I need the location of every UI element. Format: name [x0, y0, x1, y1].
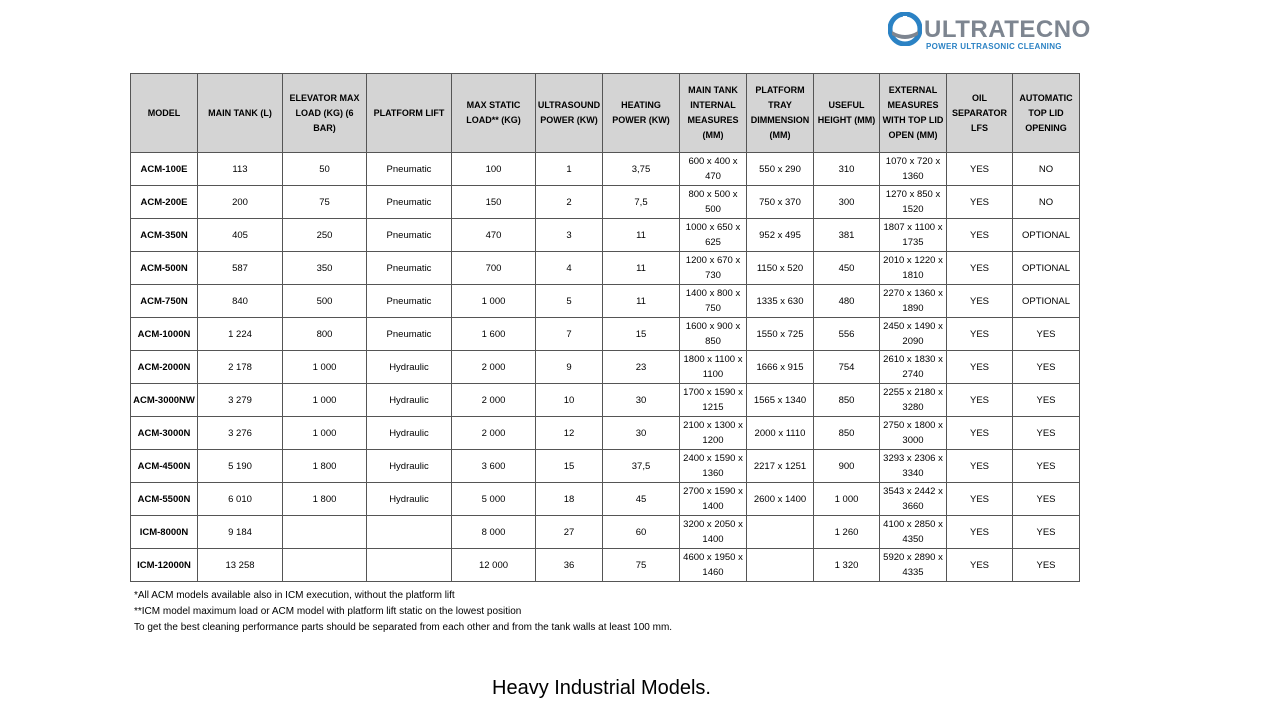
column-header: MAIN TANK (L)	[198, 74, 283, 153]
table-cell: 2010 x 1220 x 1810	[880, 252, 947, 285]
table-cell: 18	[536, 483, 603, 516]
table-cell: 3,75	[603, 153, 680, 186]
table-cell: 36	[536, 549, 603, 582]
column-header: MAIN TANK INTERNAL MEASURES (MM)	[680, 74, 747, 153]
table-cell: 1070 x 720 x 1360	[880, 153, 947, 186]
table-cell: 4600 x 1950 x 1460	[680, 549, 747, 582]
table-cell: 11	[603, 285, 680, 318]
table-cell: OPTIONAL	[1013, 219, 1080, 252]
table-cell: 11	[603, 219, 680, 252]
table-cell: Pneumatic	[367, 153, 452, 186]
column-header: MODEL	[131, 74, 198, 153]
table-cell: 12	[536, 417, 603, 450]
table-cell: 27	[536, 516, 603, 549]
table-row	[131, 450, 1080, 483]
table-cell: YES	[947, 549, 1013, 582]
table-cell: NO	[1013, 153, 1080, 186]
table-cell: 310	[814, 153, 880, 186]
table-cell: 1 800	[283, 483, 367, 516]
table-cell: 30	[603, 384, 680, 417]
column-header: HEATING POWER (KW)	[603, 74, 680, 153]
model-cell: ACM-4500N	[131, 450, 198, 483]
slide-caption: Heavy Industrial Models.	[492, 677, 711, 699]
table-row	[131, 219, 1080, 252]
model-cell: ACM-750N	[131, 285, 198, 318]
table-cell: 2450 x 1490 x 2090	[880, 318, 947, 351]
table-cell: 2255 x 2180 x 3280	[880, 384, 947, 417]
table-cell: YES	[1013, 549, 1080, 582]
table-cell: 1700 x 1590 x 1215	[680, 384, 747, 417]
table-cell: 470	[452, 219, 536, 252]
ultratecno-logo-icon	[888, 12, 922, 46]
table-row	[131, 549, 1080, 582]
model-cell: ACM-200E	[131, 186, 198, 219]
table-cell: 300	[814, 186, 880, 219]
table-cell: 75	[603, 549, 680, 582]
table-cell: 550 x 290	[747, 153, 814, 186]
column-header: ULTRASOUND POWER (KW)	[536, 74, 603, 153]
table-cell: 381	[814, 219, 880, 252]
table-cell: Hydraulic	[367, 450, 452, 483]
table-cell: 800 x 500 x 500	[680, 186, 747, 219]
table-cell: 3 600	[452, 450, 536, 483]
table-row	[131, 351, 1080, 384]
table-cell: 1150 x 520	[747, 252, 814, 285]
table-row	[131, 186, 1080, 219]
table-cell: 500	[283, 285, 367, 318]
logo-tagline: POWER ULTRASONIC CLEANING	[926, 42, 1062, 51]
table-cell: 9 184	[198, 516, 283, 549]
table-cell: YES	[947, 483, 1013, 516]
table-cell: 1 600	[452, 318, 536, 351]
table-cell: 1200 x 670 x 730	[680, 252, 747, 285]
table-cell: 5 000	[452, 483, 536, 516]
table-cell: 4	[536, 252, 603, 285]
table-cell: YES	[947, 186, 1013, 219]
table-cell: 3	[536, 219, 603, 252]
table-cell: 150	[452, 186, 536, 219]
table-cell: 1 224	[198, 318, 283, 351]
table-row	[131, 285, 1080, 318]
table-cell: OPTIONAL	[1013, 285, 1080, 318]
table-cell: YES	[1013, 384, 1080, 417]
table-cell: 1270 x 850 x 1520	[880, 186, 947, 219]
table-row	[131, 153, 1080, 186]
model-cell: ICM-8000N	[131, 516, 198, 549]
table-cell: 1 320	[814, 549, 880, 582]
table-cell: YES	[947, 384, 1013, 417]
table-cell: YES	[1013, 318, 1080, 351]
table-cell: 800	[283, 318, 367, 351]
table-cell: 1	[536, 153, 603, 186]
table-cell: 2217 x 1251	[747, 450, 814, 483]
table-cell: 1666 x 915	[747, 351, 814, 384]
table-cell: 4100 x 2850 x 4350	[880, 516, 947, 549]
table-cell: 2600 x 1400	[747, 483, 814, 516]
table-cell: 700	[452, 252, 536, 285]
table-cell: 1807 x 1100 x 1735	[880, 219, 947, 252]
table-cell: 3543 x 2442 x 3660	[880, 483, 947, 516]
table-row	[131, 417, 1080, 450]
table-cell: 100	[452, 153, 536, 186]
column-header: EXTERNAL MEASURES WITH TOP LID OPEN (MM)	[880, 74, 947, 153]
table-cell: 850	[814, 417, 880, 450]
table-cell: YES	[947, 252, 1013, 285]
table-cell: 2 000	[452, 351, 536, 384]
table-cell: 2700 x 1590 x 1400	[680, 483, 747, 516]
table-cell: 1000 x 650 x 625	[680, 219, 747, 252]
table-cell: YES	[1013, 516, 1080, 549]
table-cell: 5	[536, 285, 603, 318]
model-cell: ICM-12000N	[131, 549, 198, 582]
table-cell: 11	[603, 252, 680, 285]
table-row	[131, 483, 1080, 516]
table-cell: YES	[1013, 483, 1080, 516]
column-header: OIL SEPARATOR LFS	[947, 74, 1013, 153]
table-cell: 15	[603, 318, 680, 351]
table-cell: YES	[947, 153, 1013, 186]
table-cell: 2270 x 1360 x 1890	[880, 285, 947, 318]
table-cell: 600 x 400 x 470	[680, 153, 747, 186]
table-cell: 23	[603, 351, 680, 384]
footnote: *All ACM models available also in ICM execution, without the platform lift	[134, 590, 455, 601]
table-cell: 405	[198, 219, 283, 252]
brand-logo	[888, 12, 1091, 52]
table-cell: 850	[814, 384, 880, 417]
table-cell: 5920 x 2890 x 4335	[880, 549, 947, 582]
table-cell: YES	[947, 285, 1013, 318]
table-cell: 952 x 495	[747, 219, 814, 252]
model-cell: ACM-3000N	[131, 417, 198, 450]
table-cell: Pneumatic	[367, 318, 452, 351]
table-cell: 900	[814, 450, 880, 483]
model-cell: ACM-350N	[131, 219, 198, 252]
table-cell: 3 276	[198, 417, 283, 450]
table-cell: Hydraulic	[367, 384, 452, 417]
table-cell	[283, 516, 367, 549]
column-header: AUTOMATIC TOP LID OPENING	[1013, 74, 1080, 153]
table-cell: 5 190	[198, 450, 283, 483]
table-cell: YES	[1013, 351, 1080, 384]
table-cell: 1 260	[814, 516, 880, 549]
table-cell: Pneumatic	[367, 186, 452, 219]
table-cell	[367, 516, 452, 549]
table-cell: 3 279	[198, 384, 283, 417]
table-cell: YES	[1013, 417, 1080, 450]
table-cell: YES	[947, 450, 1013, 483]
logo-name: ULTRATECNO	[924, 16, 1091, 43]
table-cell: 450	[814, 252, 880, 285]
table-cell: 2750 x 1800 x 3000	[880, 417, 947, 450]
column-header: PLATFORM LIFT	[367, 74, 452, 153]
table-cell: YES	[947, 516, 1013, 549]
table-row	[131, 252, 1080, 285]
table-cell: 480	[814, 285, 880, 318]
table-cell: 2 000	[452, 417, 536, 450]
table-row	[131, 384, 1080, 417]
table-cell: 1565 x 1340	[747, 384, 814, 417]
table-cell: 1 000	[283, 351, 367, 384]
column-header: PLATFORM TRAY DIMMENSION (MM)	[747, 74, 814, 153]
column-header: USEFUL HEIGHT (MM)	[814, 74, 880, 153]
table-cell: 30	[603, 417, 680, 450]
table-cell: 6 010	[198, 483, 283, 516]
table-cell: 2400 x 1590 x 1360	[680, 450, 747, 483]
table-cell: 200	[198, 186, 283, 219]
table-cell: 1 000	[814, 483, 880, 516]
table-cell: YES	[947, 417, 1013, 450]
table-cell: 37,5	[603, 450, 680, 483]
table-cell: 113	[198, 153, 283, 186]
column-header: MAX STATIC LOAD** (KG)	[452, 74, 536, 153]
table-cell: 60	[603, 516, 680, 549]
footnote: To get the best cleaning performance parts should be separated from each other and from the tank walls at least 100 mm.	[134, 622, 673, 633]
table-cell: YES	[1013, 450, 1080, 483]
table-cell: 1 000	[283, 417, 367, 450]
column-header: ELEVATOR MAX LOAD (KG) (6 BAR)	[283, 74, 367, 153]
model-cell: ACM-2000N	[131, 351, 198, 384]
table-cell: 2100 x 1300 x 1200	[680, 417, 747, 450]
table-cell: NO	[1013, 186, 1080, 219]
model-cell: ACM-3000NW	[131, 384, 198, 417]
table-cell: YES	[947, 351, 1013, 384]
table-cell: Pneumatic	[367, 285, 452, 318]
table-cell: 587	[198, 252, 283, 285]
table-body	[131, 153, 1080, 582]
table-cell: 3293 x 2306 x 3340	[880, 450, 947, 483]
table-row	[131, 318, 1080, 351]
table-cell: 8 000	[452, 516, 536, 549]
table-cell: 10	[536, 384, 603, 417]
table-cell: 45	[603, 483, 680, 516]
model-cell: ACM-1000N	[131, 318, 198, 351]
footnotes	[134, 588, 672, 636]
table-cell: YES	[947, 219, 1013, 252]
table-cell: 12 000	[452, 549, 536, 582]
footnote: **ICM model maximum load or ACM model with platform lift static on the lowest position	[134, 606, 522, 617]
table-cell: 3200 x 2050 x 1400	[680, 516, 747, 549]
model-cell: ACM-5500N	[131, 483, 198, 516]
table-cell: 9	[536, 351, 603, 384]
table-cell	[367, 549, 452, 582]
table-cell: Hydraulic	[367, 483, 452, 516]
table-cell: 15	[536, 450, 603, 483]
table-cell: OPTIONAL	[1013, 252, 1080, 285]
table-cell: 2	[536, 186, 603, 219]
table-cell: 1400 x 800 x 750	[680, 285, 747, 318]
table-cell: 840	[198, 285, 283, 318]
model-cell: ACM-100E	[131, 153, 198, 186]
table-cell: 2000 x 1110	[747, 417, 814, 450]
table-cell: 2 178	[198, 351, 283, 384]
table-cell: 1 800	[283, 450, 367, 483]
table-cell: Pneumatic	[367, 219, 452, 252]
table-cell: Hydraulic	[367, 417, 452, 450]
table-cell: 2 000	[452, 384, 536, 417]
model-cell: ACM-500N	[131, 252, 198, 285]
table-cell: 7	[536, 318, 603, 351]
table-cell	[747, 516, 814, 549]
table-row	[131, 516, 1080, 549]
table-cell: 2610 x 1830 x 2740	[880, 351, 947, 384]
table-cell: 250	[283, 219, 367, 252]
table-cell: 1 000	[283, 384, 367, 417]
table-cell: 1600 x 900 x 850	[680, 318, 747, 351]
table-cell: Hydraulic	[367, 351, 452, 384]
table-cell: 1 000	[452, 285, 536, 318]
table-cell: 754	[814, 351, 880, 384]
table-cell: 556	[814, 318, 880, 351]
table-cell: 750 x 370	[747, 186, 814, 219]
table-cell: 350	[283, 252, 367, 285]
table-cell	[747, 549, 814, 582]
table-cell: 7,5	[603, 186, 680, 219]
table-cell: 1335 x 630	[747, 285, 814, 318]
table-cell: 13 258	[198, 549, 283, 582]
table-cell: Pneumatic	[367, 252, 452, 285]
models-spec-table	[130, 73, 1080, 582]
table-cell: 1550 x 725	[747, 318, 814, 351]
table-cell: 50	[283, 153, 367, 186]
table-cell: YES	[947, 318, 1013, 351]
table-cell	[283, 549, 367, 582]
table-cell: 75	[283, 186, 367, 219]
table-cell: 1800 x 1100 x 1100	[680, 351, 747, 384]
table-header-row	[131, 74, 1080, 153]
